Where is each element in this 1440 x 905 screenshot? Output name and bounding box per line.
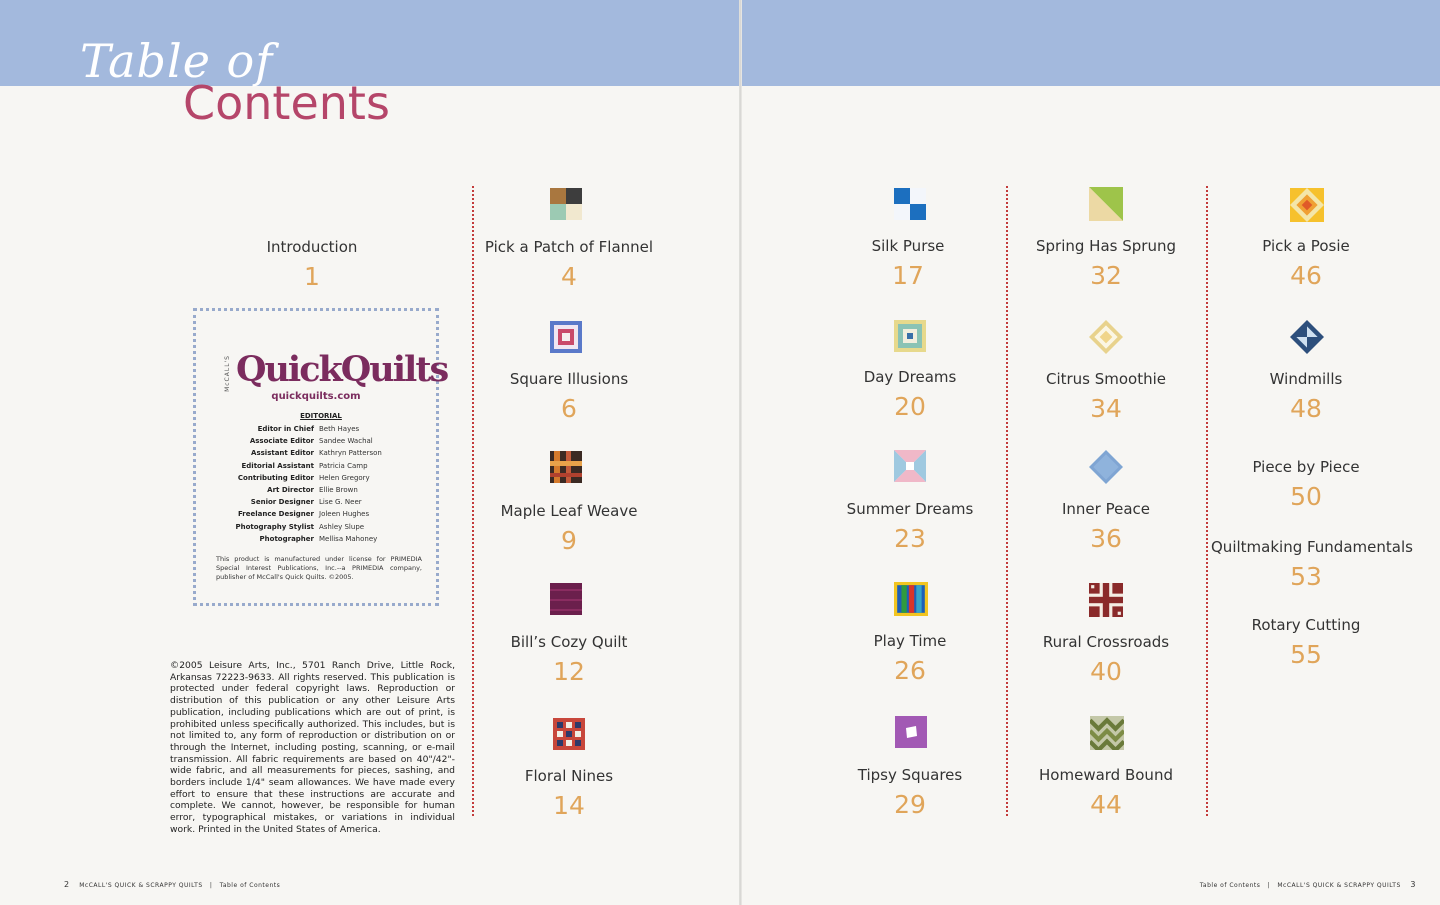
toc-entry-name: Maple Leaf Weave: [500, 502, 638, 520]
homeward-bound-block-icon: [1090, 716, 1124, 750]
toc-entry-name: Windmills: [1269, 370, 1343, 388]
toc-entry-silk-purse[interactable]: [813, 237, 1003, 290]
toc-entry-page: 4: [561, 262, 577, 291]
toc-entry-name: Spring Has Sprung: [1036, 237, 1176, 255]
toc-entry-name: Quiltmaking Fundamentals: [1211, 538, 1413, 556]
staff-name: Ashley Slupe: [319, 522, 365, 531]
posie-block-icon: [1290, 188, 1324, 222]
toc-entry-name: Silk Purse: [871, 237, 945, 255]
toc-entry-quiltmaking-fundamentals[interactable]: [1211, 538, 1413, 591]
staff-role: Senior Designer: [250, 498, 314, 507]
citrus-smoothie-block-icon: [1089, 320, 1123, 354]
toc-entry-name: Day Dreams: [863, 368, 957, 386]
staff-name: Mellisa Mahoney: [319, 534, 378, 543]
page-gutter: [739, 0, 742, 905]
staff-role: Photographer: [259, 534, 314, 543]
toc-entry-name: Summer Dreams: [846, 500, 974, 518]
toc-entry-day-dreams[interactable]: [815, 368, 1005, 421]
windmills-block-icon: [1290, 320, 1324, 354]
header-band-right: [741, 0, 1440, 86]
day-dreams-block-icon: [894, 320, 926, 352]
toc-entry-name: Citrus Smoothie: [1045, 370, 1167, 388]
page-title-line1: Table of: [80, 34, 274, 88]
toc-entry-page: 20: [894, 392, 926, 421]
editorial-heading: EDITORIAL: [300, 412, 342, 420]
staff-name: Sandee Wachal: [319, 437, 373, 446]
page-title-line2: Contents: [183, 76, 390, 130]
inner-peace-block-icon: [1089, 450, 1123, 484]
staff-role: Associate Editor: [249, 437, 314, 446]
toc-entry-windmills[interactable]: [1211, 370, 1401, 423]
toc-entry-pick-a-patch-of-flannel[interactable]: [474, 238, 664, 291]
staff-row: [216, 460, 416, 472]
staff-row: [216, 435, 416, 447]
footer-right: [1200, 880, 1416, 889]
staff-role: Contributing Editor: [237, 473, 314, 482]
staff-row: [216, 533, 416, 545]
quickquilts-logo: QuickQuilts: [236, 349, 448, 390]
toc-entry-page: 29: [894, 790, 926, 819]
toc-entry-rural-crossroads[interactable]: [1011, 633, 1201, 686]
staff-role: Editor in Chief: [257, 425, 314, 433]
footer-left: [64, 880, 280, 889]
toc-entry-homeward-bound[interactable]: [1011, 766, 1201, 819]
toc-entry-pick-a-posie[interactable]: [1211, 237, 1401, 290]
toc-entry-name: Piece by Piece: [1252, 458, 1360, 476]
staff-role: Freelance Designer: [237, 510, 314, 519]
maple-leaf-block-icon: [550, 451, 582, 483]
toc-entry-name: Rotary Cutting: [1251, 616, 1361, 634]
footer-separator: |: [209, 882, 213, 889]
staff-role: Art Director: [267, 486, 314, 495]
page-number: 3: [1410, 880, 1416, 889]
staff-name: Lise G. Neer: [319, 498, 362, 507]
staff-row: [216, 447, 416, 459]
toc-entry-inner-peace[interactable]: [1011, 500, 1201, 553]
rural-crossroads-block-icon: [1089, 583, 1123, 617]
summer-dreams-block-icon: [894, 450, 926, 482]
toc-entry-page: 17: [892, 261, 924, 290]
toc-entry-name: Inner Peace: [1061, 500, 1150, 518]
floral-nines-block-icon: [553, 718, 585, 750]
toc-entry-page: 1: [304, 262, 320, 291]
license-note: This product is manufactured under license for PRIMEDIA Special Interest Publications, Inc.--a PRIMEDIA company, publisher of McCall's Quick Quilts. ©2005.: [216, 555, 422, 581]
section-name: Table of Contents: [1199, 882, 1261, 889]
flannel-block-icon: [550, 188, 582, 220]
footer-separator: |: [1267, 882, 1271, 889]
toc-entry-page: 14: [553, 791, 585, 820]
staff-role: Editorial Assistant: [241, 461, 314, 470]
toc-entry-name: Play Time: [873, 632, 947, 650]
staff-row: [216, 496, 416, 508]
toc-entry-page: 40: [1090, 657, 1122, 686]
staff-row: [216, 472, 416, 484]
toc-entry-square-illusions[interactable]: [474, 370, 664, 423]
column-divider: [1206, 186, 1208, 816]
publication-name: McCALL'S QUICK & SCRAPPY QUILTS: [1277, 882, 1401, 889]
toc-entry-page: 50: [1290, 482, 1322, 511]
toc-entry-page: 44: [1090, 790, 1122, 819]
toc-entry-page: 34: [1090, 394, 1122, 423]
section-name: Table of Contents: [219, 882, 281, 889]
staff-row: [216, 521, 416, 533]
masthead-box: [193, 308, 448, 606]
cozy-quilt-block-icon: [550, 583, 582, 615]
toc-entry-page: 48: [1290, 394, 1322, 423]
staff-list: [216, 423, 416, 545]
staff-row: [216, 423, 416, 435]
staff-row: [216, 508, 416, 520]
toc-entry-play-time[interactable]: [815, 632, 1005, 685]
toc-entry-citrus-smoothie[interactable]: [1011, 370, 1201, 423]
staff-name: Joleen Hughes: [319, 510, 370, 519]
toc-entry-floral-nines[interactable]: [474, 767, 664, 820]
toc-entry-rotary-cutting[interactable]: [1211, 616, 1401, 669]
staff-name: Kathryn Patterson: [319, 449, 382, 458]
toc-entry-summer-dreams[interactable]: [815, 500, 1005, 553]
toc-entry-page: 26: [894, 656, 926, 685]
toc-entry-page: 36: [1090, 524, 1122, 553]
staff-name: Beth Hayes: [319, 425, 360, 433]
toc-entry-spring-has-sprung[interactable]: [1011, 237, 1201, 290]
toc-entry-page: 46: [1290, 261, 1322, 290]
publication-name: McCALL'S QUICK & SCRAPPY QUILTS: [79, 882, 203, 889]
toc-entry-maple-leaf-weave[interactable]: [474, 502, 664, 555]
toc-entry-page: 23: [894, 524, 926, 553]
toc-entry-name: Floral Nines: [524, 767, 614, 785]
toc-entry-bills-cozy-quilt[interactable]: [474, 633, 664, 686]
toc-entry-page: 53: [1290, 562, 1322, 591]
silk-purse-block-icon: [894, 188, 926, 220]
staff-name: Helen Gregory: [319, 473, 370, 482]
tipsy-squares-block-icon: [895, 716, 927, 748]
toc-entry-name: Bill’s Cozy Quilt: [510, 633, 628, 651]
column-divider: [1006, 186, 1008, 816]
toc-entry-introduction[interactable]: [217, 238, 407, 291]
staff-role: Assistant Editor: [251, 449, 314, 458]
toc-entry-name: Pick a Posie: [1262, 237, 1350, 255]
staff-role: Photography Stylist: [235, 522, 314, 531]
spring-block-icon: [1089, 187, 1123, 221]
staff-row: [216, 484, 416, 496]
square-illusions-block-icon: [550, 321, 582, 353]
staff-name: Patricia Camp: [319, 461, 368, 470]
toc-entry-name: Pick a Patch of Flannel: [484, 238, 654, 256]
page-number: 2: [64, 880, 70, 889]
toc-entry-page: 55: [1290, 640, 1322, 669]
play-time-block-icon: [894, 582, 928, 616]
toc-entry-page: 32: [1090, 261, 1122, 290]
staff-name: Ellie Brown: [319, 486, 358, 495]
copyright-notice: ©2005 Leisure Arts, Inc., 5701 Ranch Drive, Little Rock, Arkansas 72223-9633. All rights reserved. This publication is protected under federal copyright laws. Reproduction or distribution of this publication or any other Leisure Arts publication, including publications which are out of print, is prohibited unless specifically authorized. This includes, but is not limited to, any form of reproduction or distribution on or through the Internet, including posting, scanning, or e-mail transmission. All fabric requirements are based on 40"/42"-wide fabric, and all measurements for pieces, sashing, and borders include 1/4" seam allowances. We have made every effort to ensure that these instructions are accurate and complete. We cannot, however, be responsible for human error, typographical mistakes, or variations in individual work. Printed in the United States of America.: [170, 660, 455, 835]
toc-entry-page: 9: [561, 526, 577, 555]
toc-entry-name: Tipsy Squares: [857, 766, 963, 784]
toc-entry-tipsy-squares[interactable]: [815, 766, 1005, 819]
website-url[interactable]: quickquilts.com: [271, 391, 361, 402]
toc-entry-name: Rural Crossroads: [1042, 633, 1170, 651]
toc-entry-name: Introduction: [266, 238, 358, 256]
toc-entry-page: 12: [553, 657, 585, 686]
toc-entry-piece-by-piece[interactable]: [1211, 458, 1401, 511]
mccalls-label: McCALL'S: [224, 355, 231, 392]
toc-entry-name: Homeward Bound: [1039, 766, 1173, 784]
toc-entry-page: 6: [561, 394, 577, 423]
toc-entry-name: Square Illusions: [509, 370, 629, 388]
